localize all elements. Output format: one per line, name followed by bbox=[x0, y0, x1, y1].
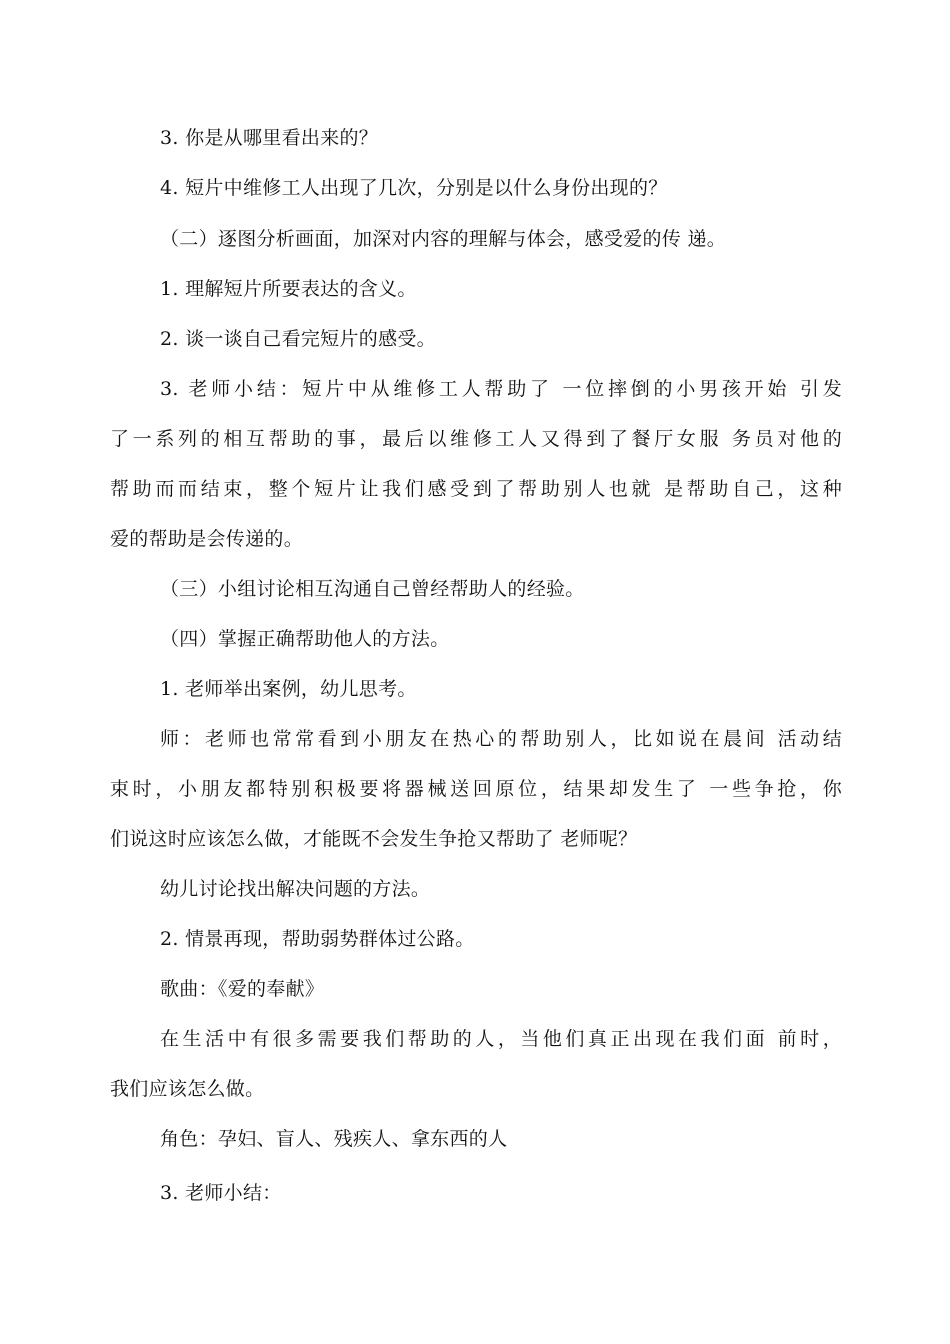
paragraph-line: 幼儿讨论找出解决问题的方法。 bbox=[160, 878, 431, 900]
list-item-4: 4. 短片中维修工人出现了几次，分别是以什么身份出现的？ bbox=[160, 177, 668, 199]
summary-paragraph-line: 3. 老师小结：短片中从维修工人帮助了 一位摔倒的小男孩开始 引发 bbox=[160, 378, 842, 400]
section-heading-4: （四）掌握正确帮助他人的方法。 bbox=[160, 628, 450, 650]
life-paragraph-line: 我们应该怎么做。 bbox=[110, 1078, 265, 1100]
life-paragraph-line: 在生活中有很多需要我们帮助的人，当他们真正出现在我们面 前时， bbox=[160, 1028, 842, 1050]
song-line: 歌曲：《爱的奉献》 bbox=[160, 978, 325, 1000]
section-heading-2: （二）逐图分析画面，加深对内容的理解与体会，感受爱的传 递。 bbox=[160, 228, 727, 250]
summary-paragraph-line: 了一系列的相互帮助的事，最后以维修工人又得到了餐厅女服 务员对他的 bbox=[110, 428, 842, 450]
list-item-3: 3. 老师小结： bbox=[160, 1182, 282, 1204]
list-item-1: 1. 老师举出案例，幼儿思考。 bbox=[160, 678, 417, 700]
summary-paragraph-line: 爱的帮助是会传递的。 bbox=[110, 528, 304, 550]
list-item-2: 2. 情景再现，帮助弱势群体过公路。 bbox=[160, 928, 475, 950]
teacher-paragraph-line: 束时，小朋友都特别积极要将器械送回原位，结果却发生了 一些争抢，你 bbox=[110, 778, 842, 800]
teacher-paragraph-line: 们说这时应该怎么做，才能既不会发生争抢又帮助了 老师呢？ bbox=[110, 828, 638, 850]
teacher-paragraph-line: 师：老师也常常看到小朋友在热心的帮助别人，比如说在晨间 活动结 bbox=[160, 728, 842, 750]
summary-paragraph-line: 帮助而而结束，整个短片让我们感受到了帮助别人也就 是帮助自己，这种 bbox=[110, 478, 842, 500]
list-item-2: 2. 谈一谈自己看完短片的感受。 bbox=[160, 328, 436, 350]
section-heading-3: （三）小组讨论相互沟通自己曾经帮助人的经验。 bbox=[160, 578, 585, 600]
list-item-3: 3. 你是从哪里看出来的？ bbox=[160, 127, 379, 149]
list-item-1: 1. 理解短片所要表达的含义。 bbox=[160, 278, 417, 300]
roles-line: 角色：孕妇、盲人、残疾人、拿东西的人 bbox=[160, 1128, 508, 1150]
